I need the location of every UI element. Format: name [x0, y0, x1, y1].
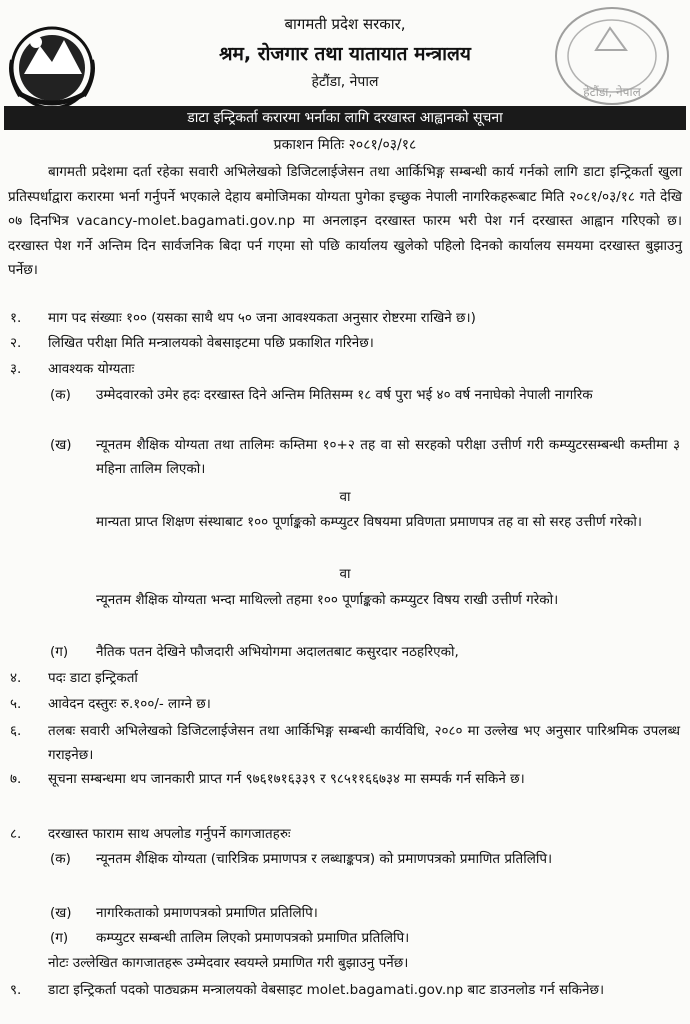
sub-item-text: मान्यता प्राप्त शिक्षण संस्थाबाट १०० पूर्णाङ्कको कम्प्युटर विषयमा प्रविणता प्रमाणपत्र तह वा सो सरह उत्तीर्ण गरेको।: [96, 514, 642, 530]
intro-paragraph: बागमती प्रदेशमा दर्ता रहेका सवारी अभिलेखको डिजिटलाईजेसन तथा आर्किभिङ्ग सम्बन्धी कार्य गर्नको लागि डाटा इन्ट्रिकर्ता खुला प्रतिस्पर्धाद्वारा करारमा भर्ना गर्नुपर्ने भएकाले देहाय बमोजिमका योग्यता पुगेका इच्छुक नेपाली नागरिकहरूबाट मिति २०८१/०३/१८ गते देखि ०७ दिनभित्र vacancy-molet.bagamati.gov.np मा अनलाइन दरखास्त फारम भरी पेश गर्न दरखास्त आह्वान गरिएको छ। दरखास्त पेश गर्ने अन्तिम दिन सार्वजनिक बिदा पर्न गएमा सो पछि कार्यालय खुलेको पहिलो दिनको कार्यालय समयमा दरखास्त बुझाउनु पर्नेछ।: [8, 164, 682, 278]
item-text: आवश्यक योग्यताः: [48, 361, 135, 377]
sub-item-text: न्यूनतम शैक्षिक योग्यता (चारित्रिक प्रमाणपत्र र लब्धाङ्कपत्र) को प्रमाणपत्रको प्रमाणित प्रतिलिपि।: [96, 851, 553, 867]
sub-item-text: न्यूनतम शैक्षिक योग्यता भन्दा माथिल्लो तहमा १०० पूर्णाङ्कको कम्प्युटर विषय राखी उत्तीर्ण गरेको।: [96, 592, 559, 608]
notice-title-banner: डाटा इन्ट्रिकर्ता करारमा भर्नाका लागि दरखास्त आह्वानको सूचना: [4, 106, 686, 130]
item-text: डाटा इन्ट्रिकर्ता पदको पाठ्यक्रम मन्त्रालयको वेबसाइट molet.bagamati.gov.np बाट डाउनलोड गर्न सकिनेछ।: [48, 982, 605, 998]
sub-item-label: (क): [50, 851, 71, 867]
item-number: ३.: [10, 361, 22, 377]
sub-item-label: (ग): [50, 930, 69, 946]
item-number: ८.: [10, 826, 22, 842]
sub-item-label: (ख): [50, 437, 72, 453]
header-province: बागमती प्रदेश सरकार,: [284, 15, 406, 33]
svg-text:हेटौंडा, नेपाल: हेटौंडा, नेपाल: [583, 85, 641, 99]
header-ministry: श्रम, रोजगार तथा यातायात मन्त्रालय: [219, 43, 471, 65]
item-number: ७.: [10, 771, 22, 787]
item-number: २.: [10, 335, 22, 351]
item-number: १.: [10, 310, 22, 326]
sub-item-label: (ख): [50, 905, 72, 921]
item-number: ६.: [10, 723, 22, 739]
item-number: ५.: [10, 696, 22, 712]
item-text: माग पद संख्याः १०० (यसका साथै थप ५० जना आवश्यकता अनुसार रोष्टरमा राखिने छ।): [48, 310, 476, 326]
item-text: दरखास्त फाराम साथ अपलोड गर्नुपर्ने कागजातहरुः: [48, 826, 291, 842]
item-text: तलबः सवारी अभिलेखको डिजिटलाईजेसन तथा आर्किभिङ्ग सम्बन्धी कार्यविधि, २०८० मा उल्लेख भए अनुसार पारिश्रमिक उपलब्ध गराइनेछ।: [48, 723, 680, 763]
sub-item-text: न्यूनतम शैक्षिक योग्यता तथा तालिमः कम्तिमा १०+२ तह वा सो सरहको परीक्षा उत्तीर्ण गरी कम्प्युटरसम्बन्धी कम्तीमा ३ महिना तालिम लिएको।: [96, 437, 680, 477]
publish-date: प्रकाशन मितिः २०८१/०३/१८: [273, 137, 417, 153]
sub-item-text: उम्मेदवारको उमेर हदः दरखास्त दिने अन्तिम मितिसम्म १८ वर्ष पुरा भई ४० वर्ष ननाघेको नेपाली नागरिक: [96, 387, 593, 403]
item-text: लिखित परीक्षा मिति मन्त्रालयको वेबसाइटमा पछि प्रकाशित गरिनेछ।: [48, 335, 374, 351]
sub-item-label: (क): [50, 387, 71, 403]
sub-item-text: कम्प्युटर सम्बन्धी तालिम लिएको प्रमाणपत्रको प्रमाणित प्रतिलिपि।: [96, 930, 410, 946]
item-text: पदः डाटा इन्ट्रिकर्ता: [48, 670, 138, 686]
item-number: ४.: [10, 670, 22, 686]
or-separator: वा: [339, 566, 351, 582]
sub-item-label: (ग): [50, 644, 69, 660]
item-text: आवेदन दस्तुरः रु.१००/- लाग्ने छ।: [48, 696, 211, 712]
item-number: ९.: [10, 982, 22, 998]
sub-item-text: नैतिक पतन देखिने फौजदारी अभियोगमा अदालतबाट कसुरदार नठहरिएको,: [96, 644, 459, 660]
header-location: हेटौंडा, नेपाल: [311, 74, 379, 90]
item-text: सूचना सम्बन्धमा थप जानकारी प्राप्त गर्न ९७६१७१६३३९ र ९८५११६६७३४ मा सम्पर्क गर्न सकिने छ।: [48, 771, 525, 787]
note-text: नोटः उल्लेखित कागजातहरू उम्मेदवार स्वयम्ले प्रमाणित गरी बुझाउनु पर्नेछ।: [48, 955, 409, 971]
sub-item-text: नागरिकताको प्रमाणपत्रको प्रमाणित प्रतिलिपि।: [96, 905, 318, 921]
or-separator: वा: [339, 489, 351, 505]
